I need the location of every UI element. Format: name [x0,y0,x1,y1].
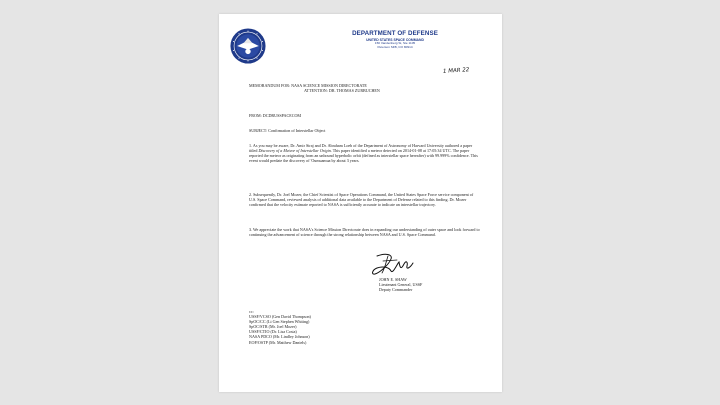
paragraph-3: 3. We appreciate the work that NASA's Science Mission Directorate does in expanding our understanding of outer space and look forward to continuing the advancement of science through the strong relationship between NASA and U.S. Space Command. [249,227,480,238]
signer-rank: Lieutenant General, USSF [379,282,423,288]
cc-list [249,309,311,345]
cc-label: cc: [249,309,254,314]
paragraph-1-text-b: . This paper identified a meteor detected on 2014-01-08 at 17:05:34 UTC. The paper reported the meteor as originating from an unbound hyperbolic orbit (defined as interstellar space hereafter) with 99.999% confidence. This event would predate the discovery of 'Oumuamua by about 3 years. [249,148,478,164]
paragraph-1-text-a: 1. As you may be aware, Dr. Amir Siraj and Dr. Abraham Loeb of the Department of Astronomy of Harvard University authored a paper titled [249,143,473,154]
command-name: UNITED STATES SPACE COMMAND [366,37,424,42]
signer-role: Deputy Commander [379,287,413,293]
handwritten-date: 1 MAR 22 [442,67,470,75]
cc-item: NASA PDCO (Mr. Lindley Johnson) [249,334,310,340]
memo-for-line: MEMORANDUM FOR: NASA SCIENCE MISSION DIRECTORATE [249,83,367,88]
paragraph-2: 2. Subsequently, Dr. Joel Mozer, the Chief Scientist of Space Operations Command, the United States Space Force service component of U.S. Space Command, reviewed analysis of additional data available to the Department of Defense related to this finding. Dr. Mozer confirmed that the velocity estimate reported to NASA is sufficiently accurate to indicate an interstellar trajectory. [249,192,474,208]
paragraph-1 [249,143,481,163]
paper-title: Discovery of a Meteor of Interstellar Origin [258,148,331,154]
letterhead [289,30,501,49]
cc-item: USSF/CTIO (Dr. Lisa Costa) [249,329,297,335]
cc-item: USSF/VCSO (Gen David Thompson) [249,314,311,320]
address-line-2: Peterson SFB, CO 80914 [377,44,413,49]
from-line: FROM: DCDRUSSPACECOM [249,113,302,118]
address-line-1: 150 Vandenberg St, Ste 1105 [374,40,416,45]
cc-item: EOP/OSTP (Mr. Matthew Daniels) [249,339,307,345]
signer-name: JOHN E. SHAW [379,277,407,282]
handwritten-signature [363,250,419,278]
signature-block [379,277,422,292]
cc-item: SpOC/STR (Mr. Joel Mozer) [249,324,297,330]
cc-item: SpOC/CC (Lt Gen Stephen Whiting) [249,319,310,325]
subject-line: SUBJECT: Confirmation of Interstellar Object [249,128,326,133]
memo-page [219,14,502,392]
department-name: DEPARTMENT OF DEFENSE [352,30,438,37]
dod-seal-icon [230,28,266,64]
memo-header [249,83,380,93]
attention-line: ATTENTION: DR. THOMAS ZURBUCHEN [304,88,380,94]
